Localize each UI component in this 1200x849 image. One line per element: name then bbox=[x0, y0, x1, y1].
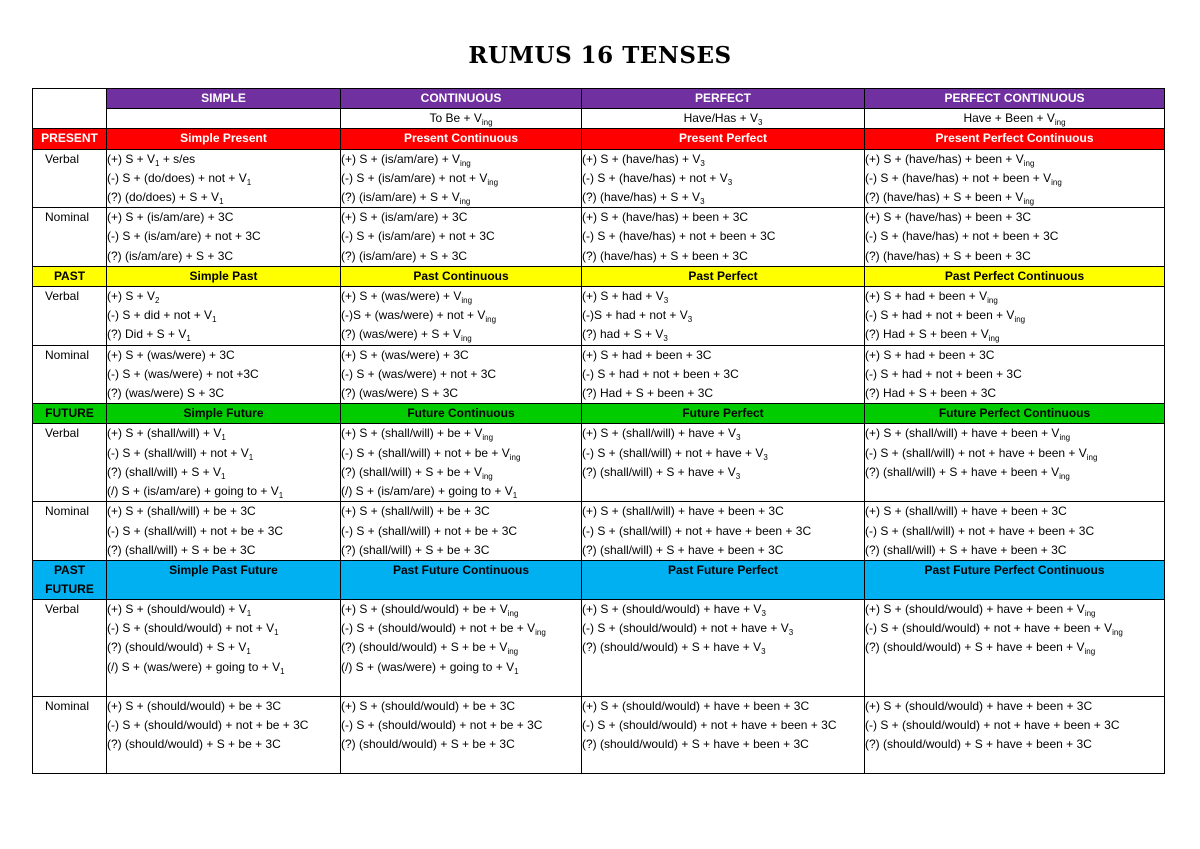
formula-line: (+) S + (shall/will) + have + been + 3C bbox=[865, 504, 1067, 519]
formula-line: (+) S + (shall/will) + have + been + $V_{ing}$ bbox=[865, 426, 1071, 443]
formula-line: (?) (shall/will) + S + have + been + 3C bbox=[582, 542, 784, 557]
future-verbal-simple-cell bbox=[107, 424, 341, 502]
formula-line: (?) (have/has) + $S + V_3$ bbox=[582, 190, 705, 207]
formula-line: (-) S + (have/has) + not + been + 3C bbox=[582, 229, 776, 244]
past-future-section bbox=[33, 561, 1165, 774]
present-nominal-perfect-cell bbox=[582, 208, 865, 267]
past-verbal-perfect-continuous-cell bbox=[865, 287, 1165, 346]
formula-line: (?) (shall/will) + S + be + 3C bbox=[107, 542, 256, 557]
future-verbal-continuous-cell bbox=[341, 424, 582, 502]
formula-line: (/) S + (was/were) + going to + $V_1$ bbox=[107, 659, 285, 676]
future-simple-name: Simple Future bbox=[107, 404, 341, 424]
formula-line: (+) S + (shall/will) + be + 3C bbox=[107, 504, 256, 519]
formula-line: (?) Had + S + been + 3C bbox=[582, 386, 714, 401]
corner-cell bbox=[33, 89, 107, 129]
future-nominal-perfect-cell bbox=[582, 502, 865, 561]
formula-line: (+) S + (shall/will) + $V_1$ bbox=[107, 426, 226, 443]
formula-line: (?) (have/has) + S + been + 3C bbox=[865, 248, 1031, 263]
past-future-simple-name: Simple Past Future bbox=[107, 561, 341, 600]
formula-line: (-) S + (should/would) + not + have + been + 3C bbox=[582, 718, 837, 733]
formula-line: (+) S + (have/has) + been + 3C bbox=[582, 210, 749, 225]
past-verbal-row bbox=[33, 287, 1165, 346]
formula-line: (+) S + had + $V_3$ bbox=[582, 289, 669, 306]
formula-line: (-) S + had + not + been + 3C bbox=[582, 366, 739, 381]
present-continuous-name: Present Continuous bbox=[341, 129, 582, 149]
formula-line: (+) S + had + been + 3C bbox=[582, 347, 712, 362]
formula-line: (+) S + (is/am/are) + 3C bbox=[341, 210, 468, 225]
formula-line: (-) S + (shall/will) + not + have + been + 3C bbox=[582, 523, 812, 538]
past-future-title-row bbox=[33, 561, 1165, 600]
formula-line: (?) (shall/will) + S + be + 3C bbox=[341, 542, 490, 557]
formula-line: (+) S + (have/has) + $V_3$ bbox=[582, 151, 705, 168]
formula-line: (-) S + (should/would) + not + be + 3C bbox=[341, 718, 543, 733]
formula-line: (/) S + (was/were) + going to + $V_1$ bbox=[341, 659, 519, 676]
formula-line: (+) S + (should/would) + be + $V_{ing}$ bbox=[341, 602, 519, 619]
formula-line: (-) S + had + not + been + $V_{ing}$ bbox=[865, 308, 1026, 325]
formula-line: (-) S + (shall/will) + not + have + $V_3$ bbox=[582, 445, 768, 462]
formula-line: (?) (shall/will) + S + be + $V_{ing}$ bbox=[341, 464, 493, 481]
formula-line: (+) S + (should/would) + have + been + 3C bbox=[582, 699, 810, 714]
formula-line: (+) S + had + been + 3C bbox=[865, 347, 995, 362]
formula-line: (-) S + (was/were) + not +3C bbox=[107, 366, 259, 381]
nominal-label: Nominal bbox=[33, 208, 107, 267]
formula-line: (+) S + had + been + $V_{ing}$ bbox=[865, 289, 998, 306]
formula-line: (?) (is/am/are) + S + 3C bbox=[107, 248, 234, 263]
present-title-row bbox=[33, 129, 1165, 149]
future-nominal-perfect-continuous-cell bbox=[865, 502, 1165, 561]
formula-line: (-) S + (is/am/are) + not + 3C bbox=[341, 229, 495, 244]
nominal-label: Nominal bbox=[33, 502, 107, 561]
formula-line: (+) S + (shall/will) + be + 3C bbox=[341, 504, 490, 519]
past-continuous-name: Past Continuous bbox=[341, 266, 582, 286]
future-title-row bbox=[33, 404, 1165, 424]
formula-line: (+) S + (should/would) + be + 3C bbox=[107, 699, 282, 714]
past-future-verbal-perfect-cell bbox=[582, 600, 865, 697]
past-future-perfect-continuous-name: Past Future Perfect Continuous bbox=[865, 561, 1165, 600]
past-future-label-text: FUTURE bbox=[45, 582, 94, 597]
formula-line: (-) S + (should/would) + not + $V_1$ bbox=[107, 621, 279, 638]
header-perfect-continuous: PERFECT CONTINUOUS bbox=[865, 89, 1165, 109]
nominal-label: Nominal bbox=[33, 345, 107, 404]
formula-line: (-)S + (was/were) + not + $V_{ing}$ bbox=[341, 308, 497, 325]
present-section bbox=[33, 129, 1165, 266]
formula-line: (?) (should/would) + S + be + 3C bbox=[107, 737, 281, 752]
formula-line: (?) Had + S + been + $V_{ing}$ bbox=[865, 327, 1000, 344]
past-verbal-perfect-cell bbox=[582, 287, 865, 346]
present-nominal-continuous-cell bbox=[341, 208, 582, 267]
formula-line: (+) S + (was/were) + 3C bbox=[341, 347, 469, 362]
present-perfect-continuous-name: Present Perfect Continuous bbox=[865, 129, 1165, 149]
formula-line: (?) (have/has) + S + been + $V_{ing}$ bbox=[865, 190, 1035, 207]
past-future-nominal-perfect-cell bbox=[582, 697, 865, 774]
formula-line: (?) (shall/will) + S + have + $V_3$ bbox=[582, 464, 741, 481]
formula-line: (-) S + (is/am/are) + not + 3C bbox=[107, 229, 261, 244]
formula-line: (+) $S + (is/am/are) + V_{ing}$ bbox=[341, 151, 471, 168]
past-future-nominal-continuous-cell bbox=[341, 697, 582, 774]
formula-line: (-) S + (is/am/are) + not + $V_{ing}$ bbox=[341, 170, 499, 187]
formula-line: (?) (shall/will) + $S + V_1$ bbox=[107, 464, 226, 481]
formula-line: (+) S + (should/would) + $V_1$ bbox=[107, 602, 252, 619]
formula-line: (+) S + (shall/will) + have + $V_3$ bbox=[582, 426, 741, 443]
formula-line: (+) S + (should/would) + have + $V_3$ bbox=[582, 602, 766, 619]
past-verbal-simple-cell bbox=[107, 287, 341, 346]
formula-line: (?) (should/would) + S + be + 3C bbox=[341, 737, 515, 752]
present-nominal-row bbox=[33, 208, 1165, 267]
future-verbal-row bbox=[33, 424, 1165, 502]
past-future-nominal-row bbox=[33, 697, 1165, 774]
past-simple-name: Simple Past bbox=[107, 266, 341, 286]
formula-line: (-) S + (have/has) + not + been + $V_{ing}$ bbox=[865, 170, 1062, 187]
formula-line: (?) had + $S + V_3$ bbox=[582, 327, 668, 344]
formula-line: (+) S + (shall/will) + have + been + 3C bbox=[582, 504, 784, 519]
past-future-nominal-perfect-continuous-cell bbox=[865, 697, 1165, 774]
past-future-nominal-simple-cell bbox=[107, 697, 341, 774]
formula-line: (?) (should/would) + S + have + $V_3$ bbox=[582, 640, 766, 657]
formula-line: (-) S + (should/would) + not + be + $V_{ing}$ bbox=[341, 621, 546, 638]
formula-line: (?) Did + $S + V_1$ bbox=[107, 327, 191, 344]
present-nominal-perfect-continuous-cell bbox=[865, 208, 1165, 267]
past-future-verbal-row bbox=[33, 600, 1165, 697]
past-future-verbal-simple-cell bbox=[107, 600, 341, 697]
past-future-perfect-name: Past Future Perfect bbox=[582, 561, 865, 600]
past-label-text: PAST bbox=[53, 268, 86, 283]
future-perfect-continuous-name: Future Perfect Continuous bbox=[865, 404, 1165, 424]
future-verbal-perfect-continuous-cell bbox=[865, 424, 1165, 502]
past-section bbox=[33, 266, 1165, 403]
formula-line: (?) (was/were) S + 3C bbox=[341, 386, 459, 401]
present-nominal-simple-cell bbox=[107, 208, 341, 267]
future-label-text: FUTURE bbox=[45, 406, 94, 421]
past-nominal-continuous-cell bbox=[341, 345, 582, 404]
past-nominal-row bbox=[33, 345, 1165, 404]
past-verbal-continuous-cell bbox=[341, 287, 582, 346]
past-nominal-perfect-continuous-cell bbox=[865, 345, 1165, 404]
formula-line: (+) S + (have/has) + been + 3C bbox=[865, 210, 1032, 225]
present-simple-name: Simple Present bbox=[107, 129, 341, 149]
formula-line: (-) S + (shall/will) + not + have + been + $V_{ing}$ bbox=[865, 445, 1098, 462]
future-nominal-simple-cell bbox=[107, 502, 341, 561]
formula-perfect: Have/Has + $V_3$ bbox=[582, 109, 865, 129]
present-verbal-continuous-cell bbox=[341, 149, 582, 208]
future-label bbox=[33, 404, 107, 424]
future-nominal-row bbox=[33, 502, 1165, 561]
formula-line: (-) S + (do/does) + not + $V_1$ bbox=[107, 170, 252, 187]
formula-line: (?) (have/has) + S + been + 3C bbox=[582, 248, 748, 263]
header-continuous: CONTINUOUS bbox=[341, 89, 582, 109]
formula-line: (?) Had + S + been + 3C bbox=[865, 386, 997, 401]
future-perfect-name: Future Perfect bbox=[582, 404, 865, 424]
formula-line: (-)S + had + not + $V_3$ bbox=[582, 308, 693, 325]
formula-line: (?) (shall/will) + S + have + been + 3C bbox=[865, 542, 1067, 557]
future-section bbox=[33, 404, 1165, 561]
formula-line: (+) $S + V_1 + s/es$ bbox=[107, 151, 196, 168]
aspect-header-row bbox=[33, 89, 1165, 109]
formula-line: (-) S + had + not + been + 3C bbox=[865, 366, 1022, 381]
formula-line: (-) S + (shall/will) + not + $V_1$ bbox=[107, 445, 254, 462]
formula-simple bbox=[107, 109, 341, 129]
past-future-label bbox=[33, 561, 107, 600]
formula-line: (-) S + (shall/will) + not + be + 3C bbox=[341, 523, 518, 538]
formula-line: (?) (was/were) + $S + V_{ing}$ bbox=[341, 327, 472, 344]
present-verbal-row bbox=[33, 149, 1165, 208]
formula-line: (-) S + (was/were) + not + 3C bbox=[341, 366, 497, 381]
future-continuous-name: Future Continuous bbox=[341, 404, 582, 424]
future-verbal-perfect-cell bbox=[582, 424, 865, 502]
formula-perfect-continuous: Have + Been + $V_{ing}$ bbox=[865, 109, 1165, 129]
formula-line: (?) $(is/am/are) + S + V_{ing}$ bbox=[341, 190, 471, 207]
past-nominal-perfect-cell bbox=[582, 345, 865, 404]
formula-line: (?) (should/would) + S + have + been + 3C bbox=[582, 737, 809, 752]
present-label bbox=[33, 129, 107, 149]
verbal-label: Verbal bbox=[33, 149, 107, 208]
formula-line: (+) S + (have/has) + been + $V_{ing}$ bbox=[865, 151, 1035, 168]
formula-line: (+) S + (was/were) + 3C bbox=[107, 347, 235, 362]
past-perfect-continuous-name: Past Perfect Continuous bbox=[865, 266, 1165, 286]
formula-line: (-) S + (should/would) + not + be + 3C bbox=[107, 718, 309, 733]
formula-line: (?) (should/would) + $S + V_1$ bbox=[107, 640, 251, 657]
tenses-table bbox=[32, 88, 1165, 774]
formula-line: (-) S + (have/has) + not + been + 3C bbox=[865, 229, 1059, 244]
past-future-verbal-continuous-cell bbox=[341, 600, 582, 697]
past-title-row bbox=[33, 266, 1165, 286]
page-title: RUMUS 16 TENSES bbox=[468, 42, 732, 69]
formula-line: (-) S + did + not + $V_1$ bbox=[107, 308, 217, 325]
formula-line: (-) S + (shall/will) + not + have + been + 3C bbox=[865, 523, 1095, 538]
verbal-label: Verbal bbox=[33, 600, 107, 697]
formula-line: (/) S + (is/am/are) + going to + $V_1$ bbox=[107, 484, 284, 501]
formula-line: (+) $S + V_2$ bbox=[107, 289, 160, 306]
past-future-label-text: PAST bbox=[53, 563, 86, 578]
formula-line: (?) (should/would) + S + have + been + $V_{ing}$ bbox=[865, 640, 1096, 657]
verbal-label: Verbal bbox=[33, 424, 107, 502]
formula-row bbox=[33, 109, 1165, 129]
present-label-text: PRESENT bbox=[41, 131, 98, 146]
formula-line: (+) S + (should/would) + have + been + $V_{ing}$ bbox=[865, 602, 1096, 619]
future-nominal-continuous-cell bbox=[341, 502, 582, 561]
past-future-continuous-name: Past Future Continuous bbox=[341, 561, 582, 600]
formula-continuous: To $Be + V_{ing}$ bbox=[341, 109, 582, 129]
formula-line: (-) S + (should/would) + not + have + been + $V_{ing}$ bbox=[865, 621, 1123, 638]
formula-line: (-) S + (shall/will) + not + be + 3C bbox=[107, 523, 284, 538]
past-future-verbal-perfect-continuous-cell bbox=[865, 600, 1165, 697]
header-simple: SIMPLE bbox=[107, 89, 341, 109]
formula-line: (?) (is/am/are) + S + 3C bbox=[341, 248, 468, 263]
formula-line: (?) (was/were) S + 3C bbox=[107, 386, 225, 401]
verbal-label: Verbal bbox=[33, 287, 107, 346]
formula-line: (-) S + (shall/will) + not + be + $V_{ing}$ bbox=[341, 445, 521, 462]
formula-line: (-) S + (should/would) + not + have + $V_3$ bbox=[582, 621, 794, 638]
present-perfect-name: Present Perfect bbox=[582, 129, 865, 149]
past-perfect-name: Past Perfect bbox=[582, 266, 865, 286]
formula-line: (?) (should/would) + S + be + $V_{ing}$ bbox=[341, 640, 519, 657]
present-verbal-perfect-cell bbox=[582, 149, 865, 208]
present-verbal-simple-cell bbox=[107, 149, 341, 208]
formula-line: (/) S + (is/am/are) + going to + $V_1$ bbox=[341, 484, 518, 501]
formula-line: (?) (should/would) + S + have + been + 3C bbox=[865, 737, 1092, 752]
formula-line: (+) S + (shall/will) + be + $V_{ing}$ bbox=[341, 426, 494, 443]
formula-line: (?) (do/does) + $S + V_1$ bbox=[107, 190, 224, 207]
formula-line: (+) S + (is/am/are) + 3C bbox=[107, 210, 234, 225]
past-nominal-simple-cell bbox=[107, 345, 341, 404]
nominal-label: Nominal bbox=[33, 697, 107, 774]
present-verbal-perfect-continuous-cell bbox=[865, 149, 1165, 208]
formula-line: (-) S + (have/has) + not + $V_3$ bbox=[582, 170, 733, 187]
formula-line: (-) S + (should/would) + not + have + been + 3C bbox=[865, 718, 1120, 733]
formula-line: (+) S + (was/were) + $V_{ing}$ bbox=[341, 289, 473, 306]
formula-line: (+) S + (should/would) + be + 3C bbox=[341, 699, 516, 714]
formula-line: (?) (shall/will) + S + have + been + $V_{ing}$ bbox=[865, 464, 1070, 481]
formula-line: (+) S + (should/would) + have + been + 3C bbox=[865, 699, 1093, 714]
header-perfect: PERFECT bbox=[582, 89, 865, 109]
past-label bbox=[33, 266, 107, 286]
